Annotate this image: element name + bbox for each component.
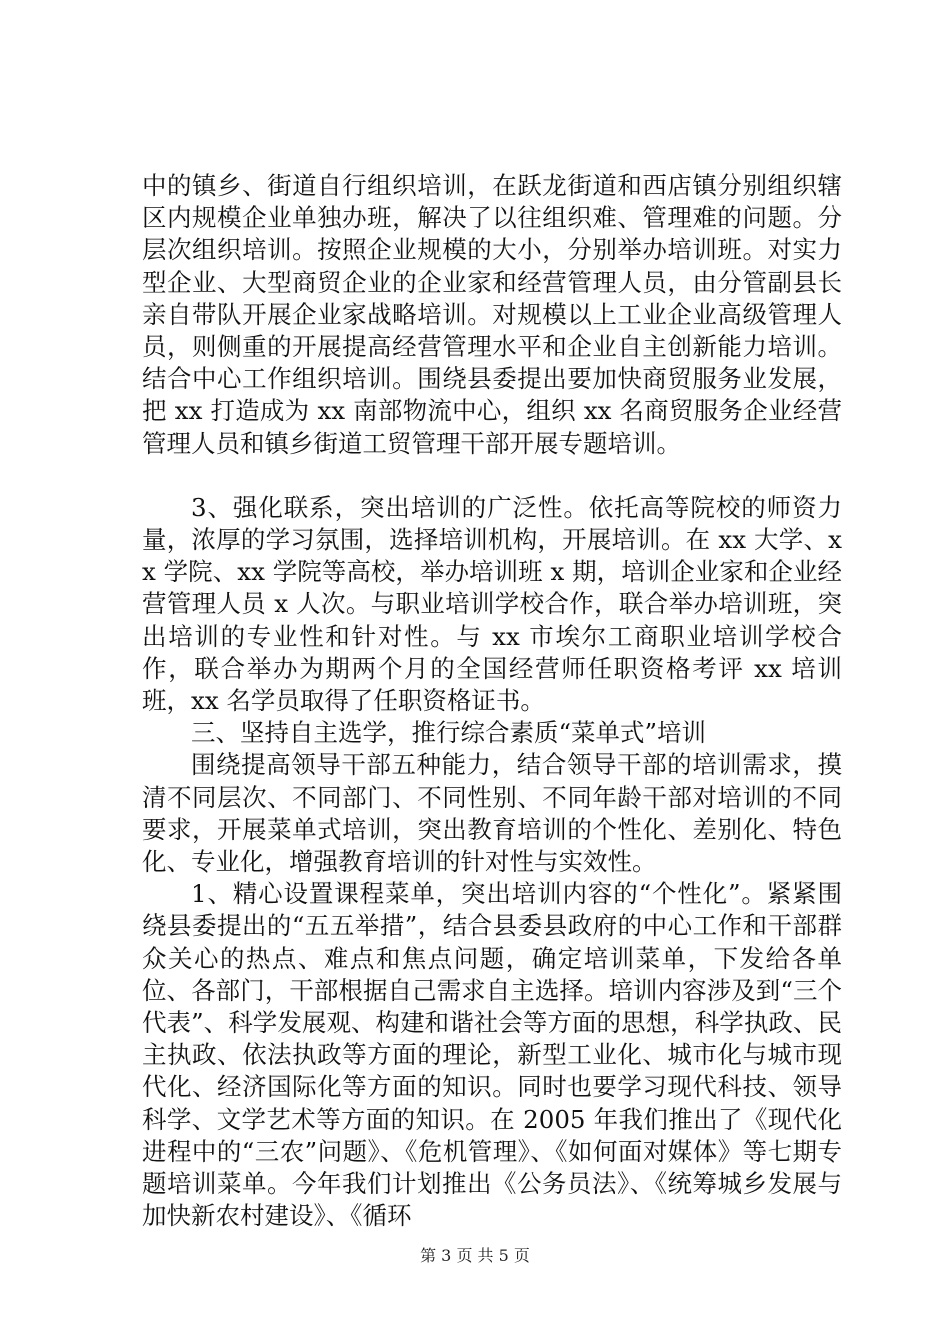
paragraph-spacer	[142, 460, 842, 492]
page-footer: 第 3 页 共 5 页	[420, 1246, 530, 1265]
document-body	[142, 170, 842, 1233]
paragraph-section-intro: 围绕提高领导干部五种能力，结合领导干部的培训需求，摸清不同层次、不同部门、不同性别、不同年龄干部对培训的不同要求，开展菜单式培训，突出教育培训的个性化、差别化、特色化、专业化，增强教育培训的针对性与实效性。	[142, 750, 842, 877]
paragraph-item-3: 3、强化联系，突出培训的广泛性。依托高等院校的师资力量，浓厚的学习氛围，选择培训机构，开展培训。在 xx 大学、xx 学院、xx 学院等高校，举办培训班 x 期，培训企业家和企业经营管理人员 x 人次。与职业培训学校合作，联合举办培训班，突出培训的专业性和针对性。与 xx 市埃尔工商职业培训学校合作，联合举办为期两个月的全国经营师任职资格考评 xx 培训班，xx 名学员取得了任职资格证书。	[142, 492, 842, 716]
paragraph-item-1: 1、精心设置课程菜单，突出培训内容的“个性化”。紧紧围绕县委提出的“五五举措”，结合县委县政府的中心工作和干部群众关心的热点、难点和焦点问题，确定培训菜单，下发给各单位、各部门，干部根据自己需求自主选择。培训内容涉及到“三个代表”、科学发展观、构建和谐社会等方面的思想，科学执政、民主执政、依法执政等方面的理论，新型工业化、城市化与城市现代化、经济国际化等方面的知识。同时也要学习现代科技、领导科学、文学艺术等方面的知识。在 2005 年我们推出了《现代化进程中的“三农”问题》、《危机管理》、《如何面对媒体》等七期专题培训菜单。今年我们计划推出《公务员法》、《统筹城乡发展与加快新农村建设》、《循环	[142, 879, 842, 1231]
paragraph-continuation: 中的镇乡、街道自行组织培训，在跃龙街道和西店镇分别组织辖区内规模企业单独办班，解决了以往组织难、管理难的问题。分层次组织培训。按照企业规模的大小，分别举办培训班。对实力型企业、大型商贸企业的企业家和经营管理人员，由分管副县长亲自带队开展企业家战略培训。对规模以上工业企业高级管理人员，则侧重的开展提高经营管理水平和企业自主创新能力培训。结合中心工作组织培训。围绕县委提出要加快商贸服务业发展，把 xx 打造成为 xx 南部物流中心，组织 xx 名商贸服务企业经营管理人员和镇乡街道工贸管理干部开展专题培训。	[142, 171, 842, 458]
section-heading-3: 三、坚持自主选学，推行综合素质“菜单式”培训	[191, 718, 707, 748]
